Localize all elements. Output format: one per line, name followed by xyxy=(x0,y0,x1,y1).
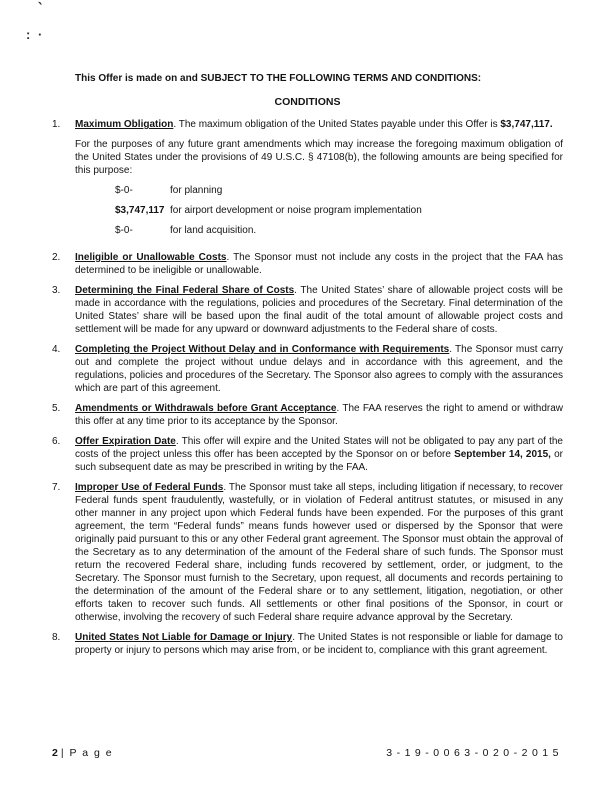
condition-text: . This offer will expire and the United States will not be obligated to pay any part of the costs of the project unless this offer has been accepted by the Sponsor on or before xyxy=(75,436,563,460)
conditions-list xyxy=(52,118,563,657)
page-number: 2 xyxy=(52,747,58,759)
condition-number: 2. xyxy=(52,252,61,263)
condition-title: Determining the Final Federal Share of Costs xyxy=(75,285,295,296)
amount-value: $-0- xyxy=(115,225,133,236)
page-number-label xyxy=(52,747,113,760)
condition-paragraph xyxy=(75,343,563,395)
amount-row xyxy=(115,224,563,237)
condition-paragraph xyxy=(75,481,563,624)
condition-text: . The Sponsor must take all steps, including litigation if necessary, to recover Federal funds spent fraudulently, wastefully, or in violation of Federal antitrust statutes, or misused in any other manner in any project upon which Federal funds have been expended. For the purposes of this grant agreement, the term “Federal funds” means funds however used or dispersed by the Sponsor that were originally paid pursuant to this or any other Federal grant agreement. The Sponsor must obtain the approval of the Secretary as to any determination of the amount of the Federal share of such funds. The Sponsor must return the recovered Federal share, including funds recovered by settlement, order, or judgment, to the Secretary. The Sponsor must furnish to the Secretary, upon request, all documents and records pertaining to the determination of the amount of the Federal share or to any settlement, litigation, negotiation, or other efforts taken to recover such funds. All settlements or other final positions of the Sponsor, in court or otherwise, involving the recovery of such Federal share require advance approval by the Secretary. xyxy=(75,482,563,623)
condition-paragraph xyxy=(75,631,563,657)
amount-purpose: for airport development or noise program implementation xyxy=(170,205,422,216)
condition-item-2 xyxy=(52,251,563,277)
condition-text-bold: $3,747,117. xyxy=(500,119,553,130)
condition-paragraph xyxy=(75,118,563,131)
condition-number: 4. xyxy=(52,344,61,355)
condition-item-7 xyxy=(52,481,563,624)
grant-number: 3-19-0063-020-2015 xyxy=(386,747,563,759)
condition-title: Offer Expiration Date xyxy=(75,436,176,447)
pen-mark: : · xyxy=(26,27,45,42)
condition-number: 3. xyxy=(52,285,61,296)
condition-title: Maximum Obligation xyxy=(75,119,174,130)
condition-number: 8. xyxy=(52,632,61,643)
condition-text: . The Sponsor must carry out and complete the project without undue delays and in accordance with this agreement, and the regulations, policies and procedures of the Secretary. The Sponsor also agrees to comply with the assurances which are part of this agreement. xyxy=(75,344,563,394)
condition-paragraph xyxy=(75,284,563,336)
amounts-list xyxy=(115,184,563,237)
condition-title: Amendments or Withdrawals before Grant Acceptance xyxy=(75,403,337,414)
amount-row xyxy=(115,184,563,197)
condition-title: Completing the Project Without Delay and in Conformance with Requirements xyxy=(75,344,450,355)
intro-line: This Offer is made on and SUBJECT TO THE FOLLOWING TERMS AND CONDITIONS: xyxy=(75,73,482,84)
condition-item-4 xyxy=(52,343,563,395)
condition-number: 6. xyxy=(52,436,61,447)
conditions-heading: CONDITIONS xyxy=(274,96,341,108)
page-footer xyxy=(52,747,563,760)
condition-text: . The United States is not responsible or liable for damage to property or injury to persons which may arise from, or be incident to, compliance with this grant agreement. xyxy=(75,632,563,656)
pen-mark: ` xyxy=(35,0,44,18)
amount-row xyxy=(115,204,563,217)
condition-text: . The maximum obligation of the United States payable under this Offer is xyxy=(173,119,501,130)
condition-number: 1. xyxy=(52,119,61,130)
condition-paragraph xyxy=(75,251,563,277)
condition-paragraph xyxy=(75,402,563,428)
condition-text: . The Sponsor must not include any costs in the project that the FAA has determined to be ineligible or unallowable. xyxy=(75,252,563,276)
amount-purpose: for planning xyxy=(170,185,223,196)
condition-paragraph xyxy=(75,435,563,474)
condition-paragraph: For the purposes of any future grant amendments which may increase the foregoing maximum obligation of the United States under the provisions of 49 U.S.C. § 47108(b), the following amounts are being specified for this purpose: xyxy=(75,139,563,176)
condition-item-3 xyxy=(52,284,563,336)
amount-purpose: for land acquisition. xyxy=(170,225,257,236)
condition-text-bold: September 14, 2015, xyxy=(454,449,551,460)
condition-item-8 xyxy=(52,631,563,657)
amount-value: $-0- xyxy=(115,185,133,196)
condition-title: Ineligible or Unallowable Costs xyxy=(75,252,227,263)
condition-number: 5. xyxy=(52,403,61,414)
condition-item-6 xyxy=(52,435,563,474)
condition-number: 7. xyxy=(52,482,61,493)
condition-text-after: or such subsequent date as may be prescribed in writing by the FAA. xyxy=(75,449,563,473)
page-word: | P a g e xyxy=(60,747,114,759)
condition-title: Improper Use of Federal Funds xyxy=(75,482,224,493)
condition-item-5 xyxy=(52,402,563,428)
condition-item-1 xyxy=(52,118,563,244)
condition-text: . The FAA reserves the right to amend or withdraw this offer at any time prior to its acceptance by the Sponsor. xyxy=(75,403,563,427)
condition-text: . The United States’ share of allowable project costs will be made in accordance with the regulations, policies and procedures of the Secretary. Final determination of the United States’ share will be based upon the final audit of the total amount of allowable project costs and settlement will be made for any upward or downward adjustments to the Federal share of costs. xyxy=(75,285,563,335)
amount-value: $3,747,117 xyxy=(115,205,165,216)
condition-title: United States Not Liable for Damage or Injury xyxy=(75,632,293,643)
